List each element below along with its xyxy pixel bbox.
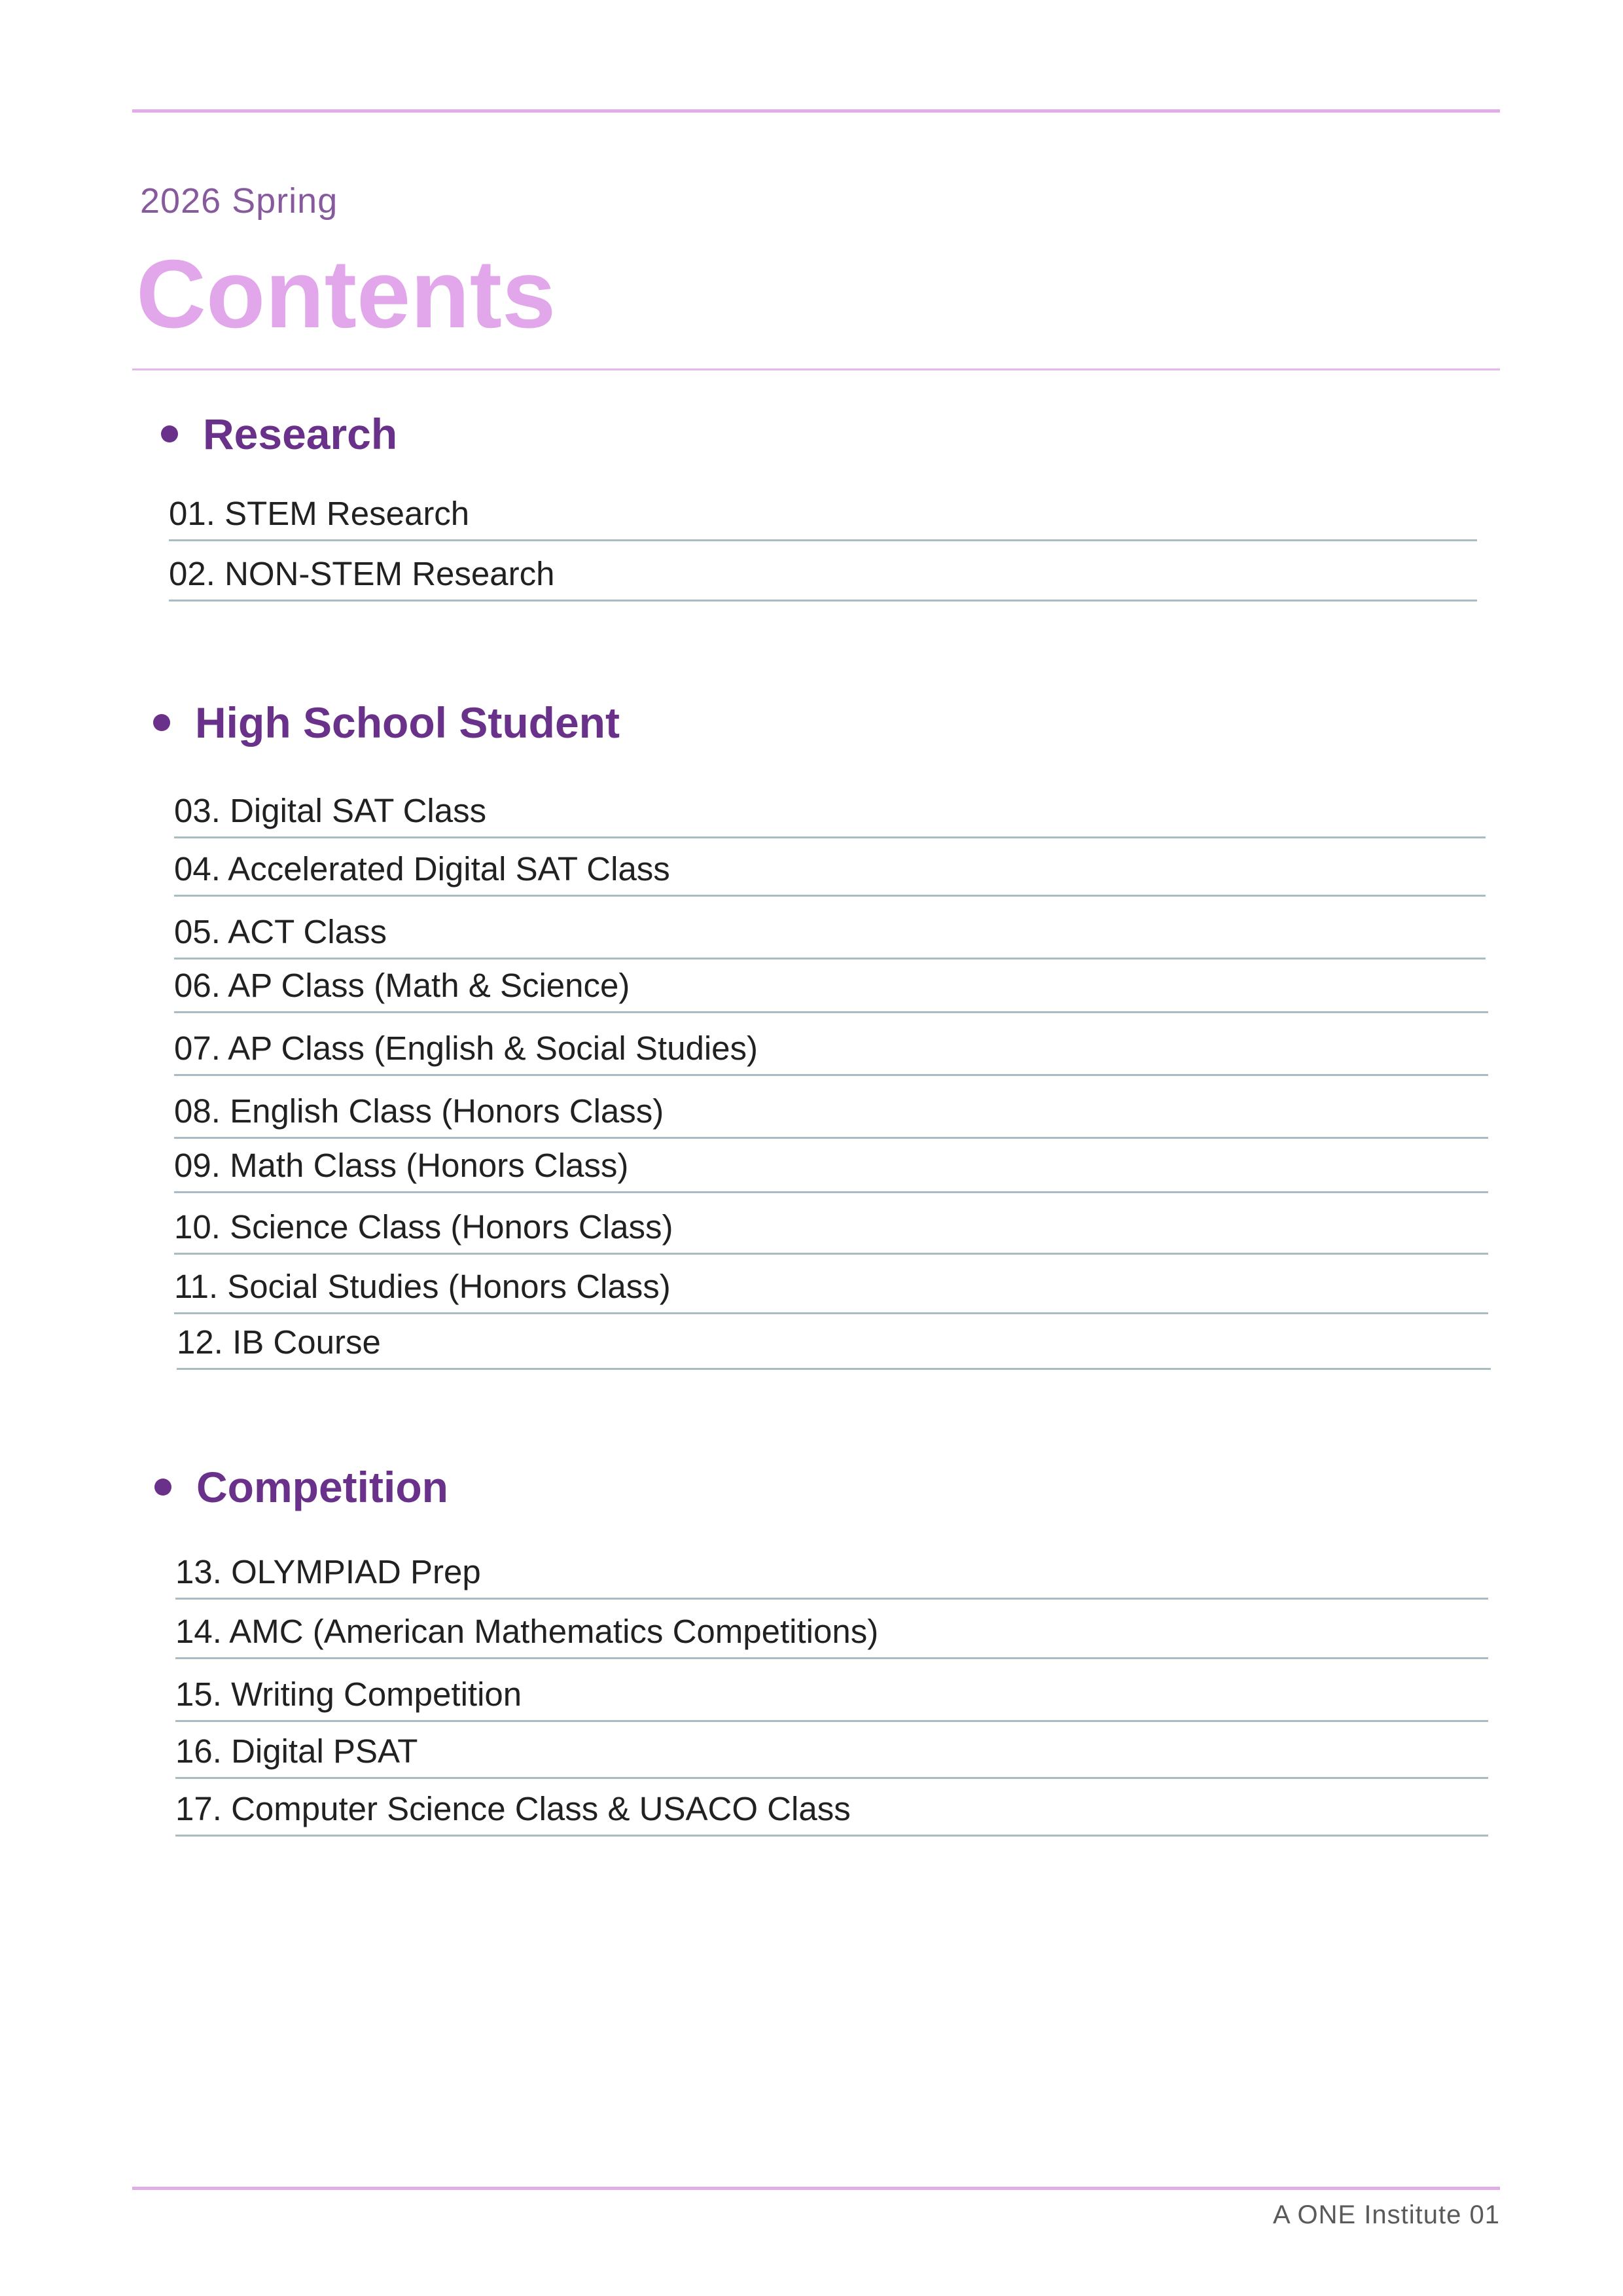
toc-item-label: 12. IB Course xyxy=(177,1323,381,1361)
bullet-icon xyxy=(153,714,170,731)
bullet-icon xyxy=(154,1479,171,1496)
divider xyxy=(174,1253,1488,1255)
toc-item[interactable] xyxy=(169,543,1477,601)
bullet-icon xyxy=(161,425,178,442)
toc-item[interactable] xyxy=(174,954,1488,1013)
footer-rule xyxy=(132,2187,1500,2190)
toc-item[interactable] xyxy=(174,1017,1488,1076)
toc-item[interactable] xyxy=(174,1255,1488,1314)
toc-item-label: 15. Writing Competition xyxy=(175,1676,522,1713)
divider xyxy=(175,1657,1488,1659)
toc-item-label: 07. AP Class (English & Social Studies) xyxy=(174,1030,758,1067)
toc-item[interactable] xyxy=(174,901,1486,960)
toc-item-label: 10. Science Class (Honors Class) xyxy=(174,1208,673,1246)
toc-item[interactable] xyxy=(174,838,1486,897)
title-rule xyxy=(132,368,1500,370)
page-title: Contents xyxy=(136,240,556,348)
toc-item[interactable] xyxy=(175,1541,1488,1600)
toc-item-label: 02. NON-STEM Research xyxy=(169,555,555,592)
toc-item-label: 16. Digital PSAT xyxy=(175,1732,418,1770)
toc-item-label: 04. Accelerated Digital SAT Class xyxy=(174,850,670,888)
toc-item-label: 03. Digital SAT Class xyxy=(174,792,487,829)
section-heading-competition xyxy=(154,1459,448,1515)
page-subtitle: 2026 Spring xyxy=(140,181,338,221)
divider xyxy=(174,1011,1488,1013)
toc-item[interactable] xyxy=(175,1778,1488,1837)
toc-item-label: 08. English Class (Honors Class) xyxy=(174,1092,664,1130)
divider xyxy=(174,1074,1488,1076)
divider xyxy=(169,600,1477,601)
toc-item[interactable] xyxy=(175,1663,1488,1722)
divider xyxy=(174,895,1486,897)
toc-item-label: 06. AP Class (Math & Science) xyxy=(174,967,630,1004)
section-heading-text: Research xyxy=(203,410,398,458)
divider xyxy=(175,1835,1488,1837)
toc-item[interactable] xyxy=(175,1600,1488,1659)
toc-item-label: 05. ACT Class xyxy=(174,913,387,950)
toc-item[interactable] xyxy=(174,780,1486,838)
toc-item-label: 13. OLYMPIAD Prep xyxy=(175,1553,481,1590)
divider xyxy=(169,539,1477,541)
toc-item-label: 17. Computer Science Class & USACO Class xyxy=(175,1790,851,1827)
toc-item[interactable] xyxy=(174,1134,1488,1193)
divider xyxy=(177,1368,1491,1370)
footer-page-label: A ONE Institute 01 xyxy=(1272,2200,1500,2229)
toc-item[interactable] xyxy=(177,1311,1491,1370)
divider xyxy=(174,1191,1488,1193)
top-rule xyxy=(132,109,1500,113)
section-heading-text: High School Student xyxy=(195,698,620,747)
toc-item[interactable] xyxy=(174,1196,1488,1255)
toc-item[interactable] xyxy=(174,1080,1488,1139)
divider xyxy=(175,1598,1488,1600)
toc-item-label: 14. AMC (American Mathematics Competitions) xyxy=(175,1613,879,1650)
toc-item-label: 09. Math Class (Honors Class) xyxy=(174,1147,629,1184)
section-heading-high-school-student xyxy=(153,694,620,751)
toc-item[interactable] xyxy=(169,482,1477,541)
toc-item-label: 01. STEM Research xyxy=(169,495,470,532)
toc-item[interactable] xyxy=(175,1720,1488,1779)
section-heading-research xyxy=(161,406,397,462)
toc-item-label: 11. Social Studies (Honors Class) xyxy=(174,1268,671,1305)
section-heading-text: Competition xyxy=(196,1463,448,1511)
